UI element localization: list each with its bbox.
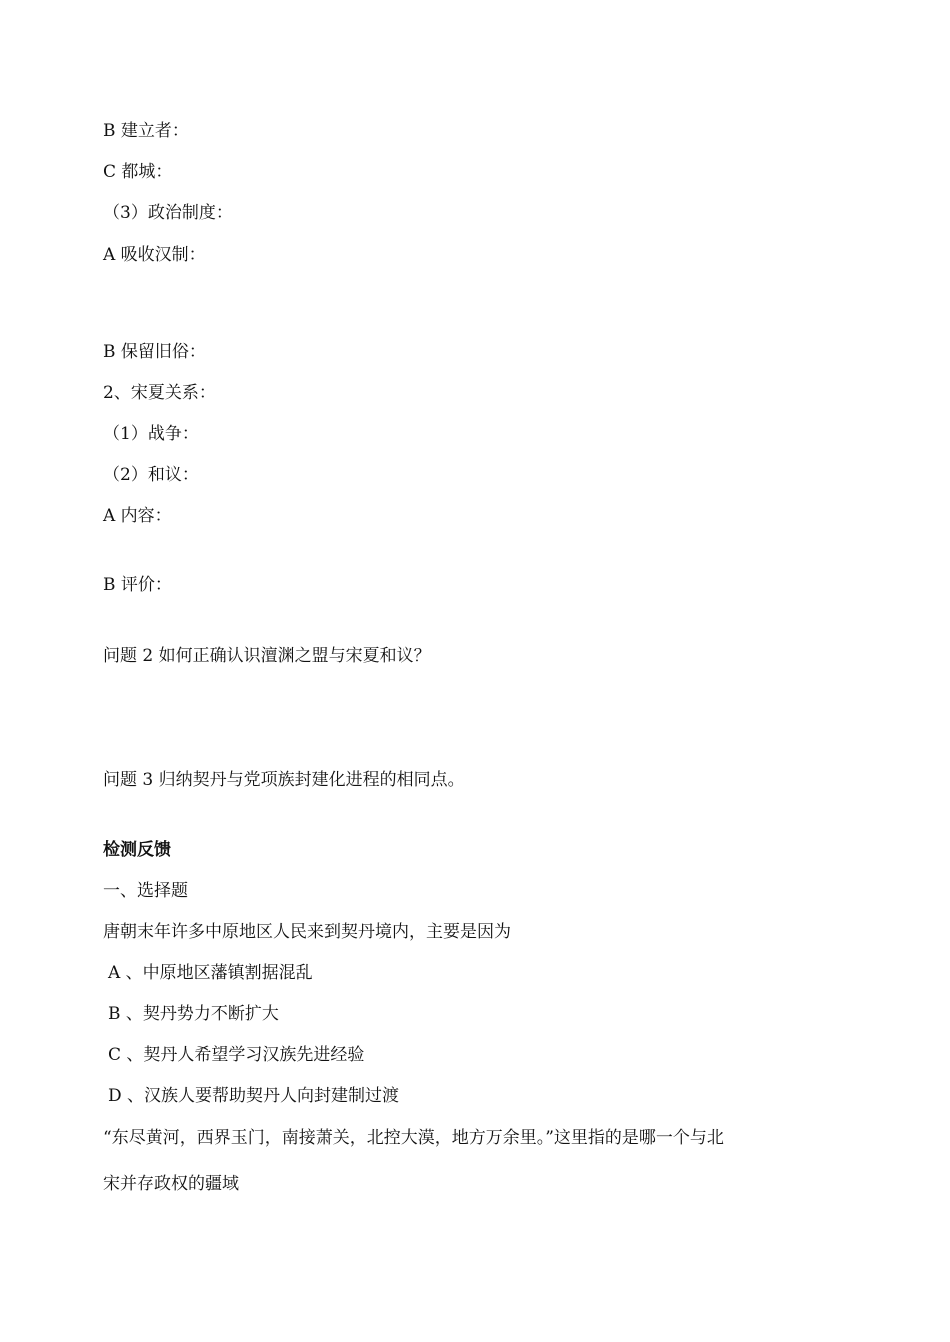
option-d: D 、汉族人要帮助契丹人向封建制过渡 bbox=[108, 1086, 400, 1106]
retain-customs-label: B 保留旧俗： bbox=[103, 342, 206, 362]
question-stem-1: 唐朝末年许多中原地区人民来到契丹境内，主要是因为 bbox=[103, 922, 511, 942]
question-3: 问题 3 归纳契丹与党项族封建化进程的相同点。 bbox=[103, 770, 465, 790]
political-system-heading: （3）政治制度： bbox=[103, 203, 233, 223]
question-stem-2-line-1: “东尽黄河，西界玉门，南接萧关，北控大漠，地方万余里。”这里指的是哪一个与北 bbox=[103, 1128, 724, 1148]
option-a: A 、中原地区藩镇割据混乱 bbox=[108, 963, 313, 983]
peace-talks-label: （2）和议： bbox=[103, 465, 199, 485]
question-2: 问题 2 如何正确认识澶渊之盟与宋夏和议？ bbox=[103, 646, 431, 666]
founder-label: B 建立者： bbox=[103, 121, 189, 141]
question-stem-2-line-2: 宋并存政权的疆域 bbox=[103, 1174, 239, 1194]
capital-label: C 都城： bbox=[103, 162, 173, 182]
song-xia-relations-heading: 2、宋夏关系： bbox=[103, 383, 216, 403]
multiple-choice-heading: 一、选择题 bbox=[103, 881, 188, 901]
war-label: （1）战争： bbox=[103, 424, 199, 444]
content-label: A 内容： bbox=[103, 506, 172, 526]
evaluation-label: B 评价： bbox=[103, 575, 172, 595]
option-c: C 、契丹人希望学习汉族先进经验 bbox=[108, 1045, 365, 1065]
section-heading-feedback: 检测反馈 bbox=[103, 840, 171, 860]
absorb-han-system-label: A 吸收汉制： bbox=[103, 245, 206, 265]
option-b: B 、契丹势力不断扩大 bbox=[108, 1004, 279, 1024]
